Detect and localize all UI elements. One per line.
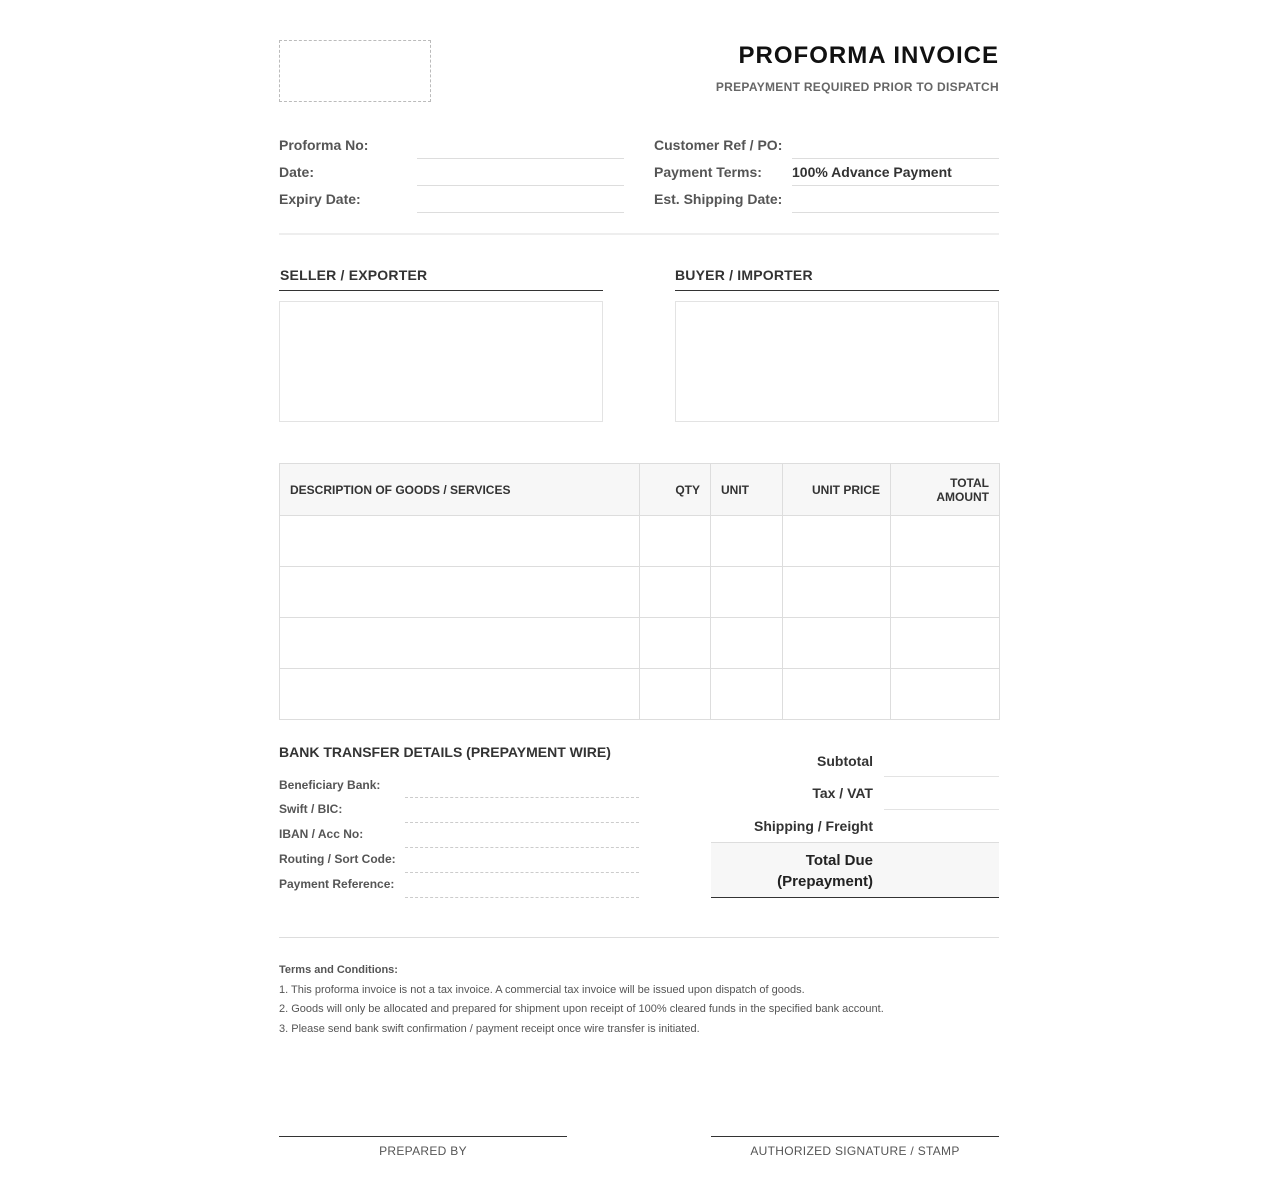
tax-vat-label: Tax / VAT — [812, 785, 873, 801]
items-table — [279, 463, 1000, 720]
customer-ref-field[interactable] — [792, 158, 999, 159]
unit-cell[interactable] — [711, 618, 783, 669]
description-cell[interactable] — [280, 516, 640, 567]
unit-price-cell[interactable] — [783, 567, 891, 618]
subtotal-label: Subtotal — [817, 753, 873, 769]
document-title: PROFORMA INVOICE — [738, 42, 999, 69]
description-cell[interactable] — [280, 567, 640, 618]
table-row — [280, 516, 1000, 567]
col-description: DESCRIPTION OF GOODS / SERVICES — [280, 464, 640, 516]
unit-price-cell[interactable] — [783, 669, 891, 720]
seller-heading-rule — [279, 290, 603, 291]
qty-cell[interactable] — [640, 669, 711, 720]
table-row — [280, 669, 1000, 720]
col-total-amount: TOTAL AMOUNT — [891, 464, 1000, 516]
iban-field[interactable] — [405, 847, 639, 848]
total-amount-cell[interactable] — [891, 567, 1000, 618]
total-amount-cell[interactable] — [891, 516, 1000, 567]
iban-label: IBAN / Acc No: — [279, 827, 364, 841]
subtotal-field[interactable] — [884, 776, 999, 777]
est-shipping-date-label: Est. Shipping Date: — [654, 191, 783, 207]
total-amount-cell[interactable] — [891, 618, 1000, 669]
authorized-signature-label: AUTHORIZED SIGNATURE / STAMP — [750, 1144, 960, 1158]
date-label: Date: — [279, 164, 315, 180]
proforma-no-label: Proforma No: — [279, 137, 369, 153]
unit-cell[interactable] — [711, 669, 783, 720]
col-qty: QTY — [640, 464, 711, 516]
payment-terms-value: 100% Advance Payment — [792, 164, 952, 180]
terms-line: 3. Please send bank swift confirmation / payment receipt once wire transfer is initiated. — [279, 1023, 700, 1035]
unit-cell[interactable] — [711, 516, 783, 567]
terms-divider — [279, 937, 999, 938]
est-shipping-date-field[interactable] — [792, 212, 999, 213]
payment-reference-field[interactable] — [405, 897, 639, 898]
total-amount-cell[interactable] — [891, 669, 1000, 720]
total-due-label-line2: (Prepayment) — [777, 873, 873, 890]
bank-details-title: BANK TRANSFER DETAILS (PREPAYMENT WIRE) — [279, 744, 611, 760]
customer-ref-label: Customer Ref / PO: — [654, 137, 783, 153]
payment-terms-field[interactable] — [792, 185, 999, 186]
total-due-label-line1: Total Due — [805, 852, 873, 869]
proforma-no-field[interactable] — [417, 158, 624, 159]
swift-bic-field[interactable] — [405, 822, 639, 823]
logo-placeholder — [279, 40, 431, 102]
expiry-date-field[interactable] — [417, 212, 624, 213]
prepared-by-signature-line[interactable] — [279, 1136, 567, 1137]
unit-price-cell[interactable] — [783, 516, 891, 567]
table-row — [280, 567, 1000, 618]
unit-price-cell[interactable] — [783, 618, 891, 669]
buyer-details-box[interactable] — [675, 301, 999, 422]
total-due-label — [703, 850, 873, 892]
prepared-by-label: PREPARED BY — [379, 1144, 467, 1158]
beneficiary-bank-label: Beneficiary Bank: — [279, 778, 381, 792]
routing-sort-code-field[interactable] — [405, 872, 639, 873]
terms-line: 2. Goods will only be allocated and prepared for shipment upon receipt of 100% cleared funds in the specified bank account. — [279, 1003, 884, 1015]
table-row — [280, 618, 1000, 669]
description-cell[interactable] — [280, 669, 640, 720]
authorized-signature-line[interactable] — [711, 1136, 999, 1137]
seller-details-box[interactable] — [279, 301, 603, 422]
qty-cell[interactable] — [640, 516, 711, 567]
unit-cell[interactable] — [711, 567, 783, 618]
date-field[interactable] — [417, 185, 624, 186]
payment-terms-label: Payment Terms: — [654, 164, 762, 180]
expiry-date-label: Expiry Date: — [279, 191, 361, 207]
seller-heading: SELLER / EXPORTER — [280, 267, 428, 283]
terms-line: 1. This proforma invoice is not a tax invoice. A commercial tax invoice will be issued upon dispatch of goods. — [279, 984, 805, 996]
qty-cell[interactable] — [640, 618, 711, 669]
buyer-heading: BUYER / IMPORTER — [675, 267, 813, 283]
items-table-header — [280, 464, 1000, 516]
col-unit-price: UNIT PRICE — [783, 464, 891, 516]
beneficiary-bank-field[interactable] — [405, 797, 639, 798]
description-cell[interactable] — [280, 618, 640, 669]
tax-vat-field[interactable] — [884, 809, 999, 810]
payment-reference-label: Payment Reference: — [279, 877, 395, 891]
terms-title: Terms and Conditions: — [279, 964, 398, 976]
routing-sort-code-label: Routing / Sort Code: — [279, 852, 396, 866]
qty-cell[interactable] — [640, 567, 711, 618]
buyer-heading-rule — [675, 290, 999, 291]
section-divider — [279, 233, 999, 235]
shipping-freight-label: Shipping / Freight — [754, 818, 873, 834]
document-subtitle: PREPAYMENT REQUIRED PRIOR TO DISPATCH — [715, 80, 999, 94]
col-unit: UNIT — [711, 464, 783, 516]
swift-bic-label: Swift / BIC: — [279, 802, 343, 816]
